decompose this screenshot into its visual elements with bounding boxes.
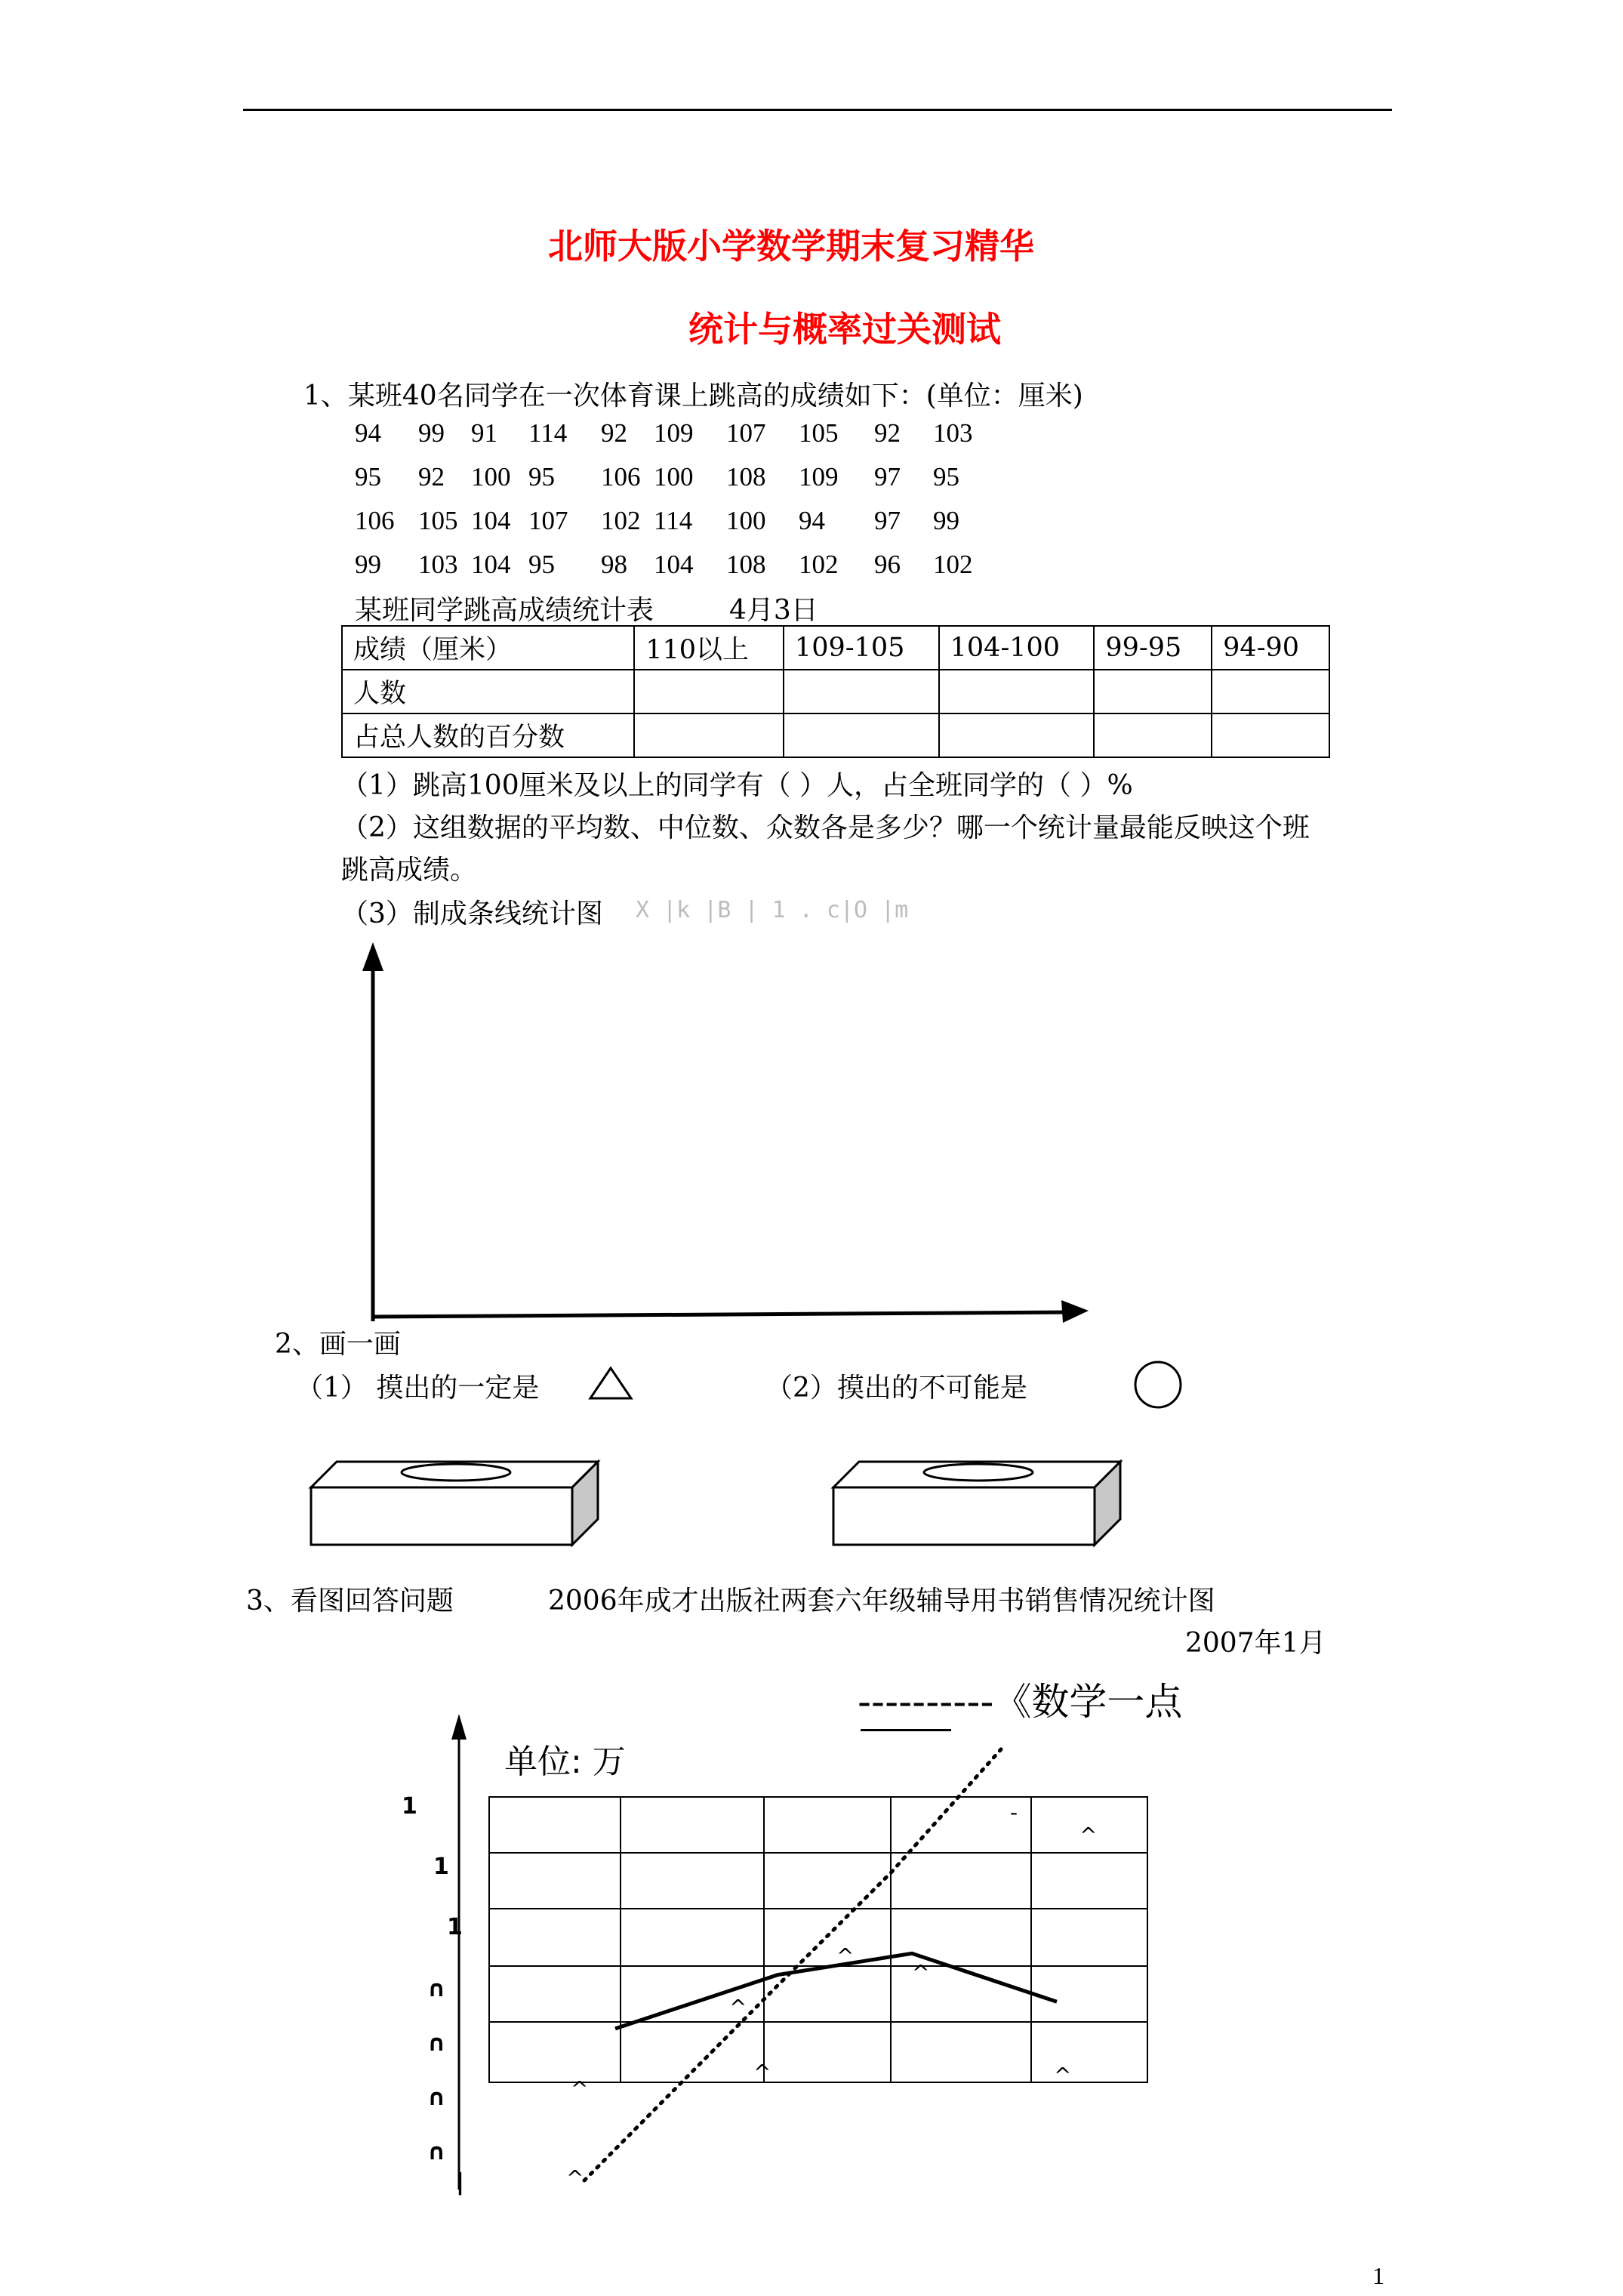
data-value: 100 bbox=[654, 462, 694, 492]
q3-chart-date: 2007年1月 bbox=[1185, 1628, 1326, 1659]
page-subtitle: 统计与概率过关测试 bbox=[688, 309, 1001, 350]
data-value: 100 bbox=[726, 506, 766, 535]
data-value: 100 bbox=[471, 462, 511, 492]
table-cell-blank[interactable] bbox=[1094, 713, 1212, 757]
point-mark: ^ bbox=[1054, 2063, 1072, 2088]
y-tick-label: ∩ bbox=[427, 2030, 446, 2057]
y-tick-label: ∩ bbox=[427, 1976, 446, 2002]
page-number: 1 bbox=[1372, 2262, 1384, 2289]
q1-table-caption: 某班同学跳高成绩统计表 bbox=[355, 595, 654, 626]
data-value: 103 bbox=[933, 418, 973, 448]
table-cell: 94-90 bbox=[1212, 626, 1329, 670]
table-row bbox=[342, 670, 1329, 713]
q2-part2: （2）摸出的不可能是 bbox=[765, 1373, 1027, 1404]
data-value: 104 bbox=[654, 550, 694, 579]
data-value: 99 bbox=[933, 506, 959, 535]
chart-grid bbox=[489, 1797, 1147, 2082]
data-value: 105 bbox=[418, 506, 458, 535]
q1-sub2-line2: 跳高成绩。 bbox=[341, 855, 478, 886]
table-header-row bbox=[342, 626, 1329, 670]
chart-point-marks bbox=[566, 1800, 1097, 2190]
data-value: 107 bbox=[528, 506, 568, 535]
data-value: 95 bbox=[528, 462, 555, 492]
box-right bbox=[830, 1457, 1125, 1548]
q1-sub2-line1: （2）这组数据的平均数、中位数、众数各是多少？哪一个统计量最能反映这个班 bbox=[341, 812, 1310, 843]
triangle-icon bbox=[587, 1365, 634, 1401]
table-cell: 110以上 bbox=[634, 626, 784, 670]
table-cell-blank[interactable] bbox=[1094, 670, 1212, 713]
point-mark: ^ bbox=[1079, 1823, 1098, 1848]
table-cell-blank[interactable] bbox=[784, 713, 939, 757]
data-value: 114 bbox=[654, 506, 693, 535]
point-mark: - bbox=[1010, 1800, 1018, 1825]
sales-line-chart bbox=[377, 1706, 1178, 2205]
watermark: X |k |B | 1 . c|O |m bbox=[636, 897, 909, 923]
y-tick-label: ∩ bbox=[427, 2139, 446, 2165]
data-value: 99 bbox=[418, 418, 445, 448]
table-cell-blank[interactable] bbox=[1212, 713, 1329, 757]
table-cell-blank[interactable] bbox=[939, 713, 1095, 757]
data-value: 105 bbox=[799, 418, 839, 448]
x-axis-arrow-icon bbox=[1061, 1300, 1089, 1323]
data-value: 102 bbox=[799, 550, 839, 579]
table-cell-blank[interactable] bbox=[634, 713, 784, 757]
table-cell: 占总人数的百分数 bbox=[342, 713, 634, 757]
data-value: 91 bbox=[471, 418, 497, 448]
data-value: 108 bbox=[726, 462, 766, 492]
data-value: 109 bbox=[799, 462, 839, 492]
data-value: 104 bbox=[471, 506, 511, 535]
q3-chart-title: 2006年成才出版社两套六年级辅导用书销售情况统计图 bbox=[548, 1586, 1215, 1616]
table-cell-blank[interactable] bbox=[634, 670, 784, 713]
data-value: 92 bbox=[601, 418, 627, 448]
table-cell: 99-95 bbox=[1094, 626, 1212, 670]
q2-title: 2、画一画 bbox=[275, 1329, 401, 1360]
grid-border bbox=[489, 1797, 1147, 2082]
data-value: 108 bbox=[726, 550, 766, 579]
table-cell: 成绩（厘米） bbox=[342, 626, 634, 670]
y-tick-label: 1 bbox=[447, 1914, 463, 1940]
score-table bbox=[341, 625, 1330, 758]
q1-sub3: （3）制成条线统计图 bbox=[341, 898, 603, 929]
point-mark: ^ bbox=[753, 2060, 771, 2085]
header-rule bbox=[243, 109, 1392, 111]
data-value: 102 bbox=[601, 506, 641, 535]
series-dotted-line bbox=[584, 1749, 1001, 2180]
table-cell-blank[interactable] bbox=[784, 670, 939, 713]
data-value: 95 bbox=[528, 550, 555, 579]
q1-table-date: 4月3日 bbox=[729, 595, 818, 626]
data-value: 95 bbox=[933, 462, 959, 492]
q3-title: 3、看图回答问题 bbox=[246, 1586, 454, 1616]
table-cell: 109-105 bbox=[784, 626, 939, 670]
y-tick-label: ∩ bbox=[427, 2085, 446, 2111]
y-axis-arrow-icon bbox=[362, 942, 383, 971]
chart-unit: 单位: 万 bbox=[504, 1743, 626, 1781]
data-value: 104 bbox=[471, 550, 511, 579]
y-tick-label: 1 bbox=[433, 1854, 449, 1880]
data-value: 99 bbox=[355, 550, 381, 579]
table-cell-blank[interactable] bbox=[939, 670, 1095, 713]
circle-icon bbox=[1132, 1359, 1184, 1410]
q1-sub1: （1）跳高100厘米及以上的同学有（ ）人，占全班同学的（ ）% bbox=[341, 770, 1133, 801]
data-value: 94 bbox=[355, 418, 381, 448]
table-cell: 104-100 bbox=[939, 626, 1095, 670]
blank-axes[interactable] bbox=[355, 936, 1102, 1329]
point-mark: ^ bbox=[571, 2076, 589, 2101]
chart-series bbox=[584, 1749, 1057, 2180]
data-value: 98 bbox=[601, 550, 627, 579]
point-mark: ^ bbox=[836, 1943, 855, 1968]
data-value: 92 bbox=[418, 462, 445, 492]
data-value: 102 bbox=[933, 550, 973, 579]
point-mark: ^ bbox=[729, 1995, 747, 2020]
data-value: 106 bbox=[355, 506, 395, 535]
data-value: 103 bbox=[418, 550, 458, 579]
data-value: 109 bbox=[654, 418, 694, 448]
table-cell: 人数 bbox=[342, 670, 634, 713]
table-row bbox=[342, 713, 1329, 757]
data-value: 97 bbox=[874, 506, 901, 535]
data-value: 94 bbox=[799, 506, 825, 535]
point-mark: ^ bbox=[912, 1960, 930, 1985]
q2-part1: （1） 摸出的一定是 bbox=[296, 1373, 540, 1404]
data-value: 95 bbox=[355, 462, 381, 492]
data-value: 92 bbox=[874, 418, 901, 448]
data-value: 114 bbox=[528, 418, 568, 448]
point-mark: ^ bbox=[566, 2165, 584, 2190]
chart-legend-text: ----------《数学一点 bbox=[858, 1680, 1183, 1724]
chart-y-arrow-icon bbox=[451, 1714, 467, 1740]
data-value: 106 bbox=[601, 462, 641, 492]
table-cell-blank[interactable] bbox=[1212, 670, 1329, 713]
box-left bbox=[308, 1457, 602, 1548]
q1-prompt: 1、某班40名同学在一次体育课上跳高的成绩如下：(单位：厘米) bbox=[303, 381, 1083, 411]
page-title: 北师大版小学数学期末复习精华 bbox=[548, 226, 1034, 267]
data-value: 97 bbox=[874, 462, 901, 492]
data-value: 96 bbox=[874, 550, 901, 579]
chart-y-ticks bbox=[402, 1793, 464, 2196]
x-axis bbox=[373, 1312, 1072, 1317]
y-tick-label: | bbox=[456, 2169, 464, 2196]
y-tick-label: 1 bbox=[402, 1793, 417, 1820]
data-value: 107 bbox=[726, 418, 766, 448]
